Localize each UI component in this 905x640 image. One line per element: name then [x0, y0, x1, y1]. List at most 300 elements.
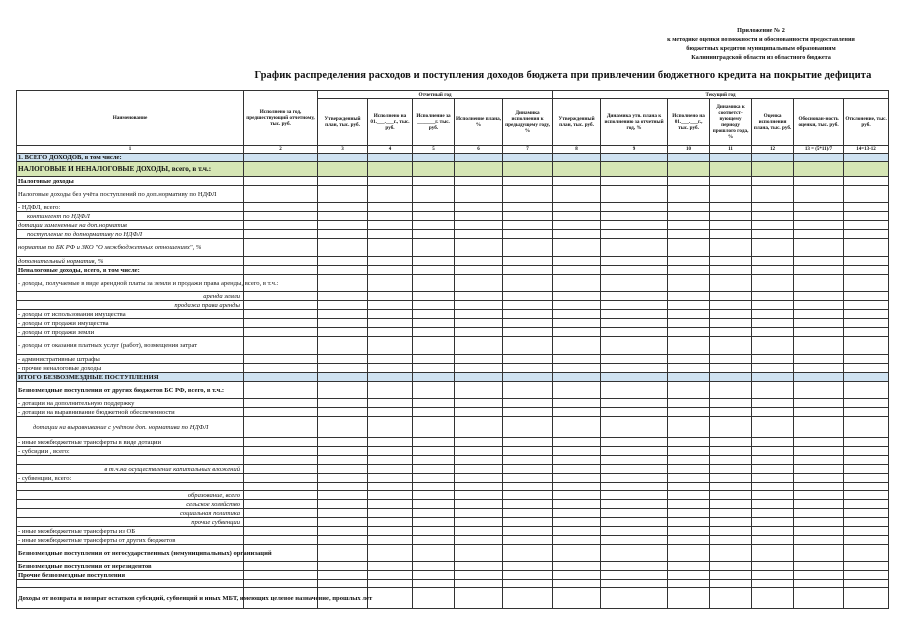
value-cell[interactable] — [601, 588, 668, 609]
value-cell[interactable] — [710, 474, 752, 483]
value-cell[interactable] — [844, 545, 889, 562]
value-cell[interactable] — [794, 399, 844, 408]
value-cell[interactable] — [413, 328, 455, 337]
value-cell[interactable] — [794, 382, 844, 399]
value-cell[interactable] — [413, 447, 455, 456]
value-cell[interactable] — [318, 221, 368, 230]
value-cell[interactable] — [752, 328, 794, 337]
value-cell[interactable] — [244, 474, 318, 483]
value-cell[interactable] — [553, 483, 601, 491]
value-cell[interactable] — [368, 328, 413, 337]
value-cell[interactable] — [601, 509, 668, 518]
value-cell[interactable] — [318, 203, 368, 212]
value-cell[interactable] — [668, 221, 710, 230]
value-cell[interactable] — [503, 562, 553, 571]
value-cell[interactable] — [553, 491, 601, 500]
value-cell[interactable] — [553, 509, 601, 518]
value-cell[interactable] — [844, 465, 889, 474]
value-cell[interactable] — [368, 588, 413, 609]
value-cell[interactable] — [368, 364, 413, 373]
value-cell[interactable] — [455, 373, 503, 382]
value-cell[interactable] — [844, 154, 889, 162]
value-cell[interactable] — [413, 571, 455, 580]
value-cell[interactable] — [244, 500, 318, 509]
value-cell[interactable] — [668, 301, 710, 310]
value-cell[interactable] — [318, 491, 368, 500]
value-cell[interactable] — [844, 438, 889, 447]
value-cell[interactable] — [368, 186, 413, 203]
value-cell[interactable] — [794, 275, 844, 292]
value-cell[interactable] — [455, 203, 503, 212]
value-cell[interactable] — [601, 500, 668, 509]
value-cell[interactable] — [752, 177, 794, 186]
value-cell[interactable] — [710, 221, 752, 230]
value-cell[interactable] — [455, 527, 503, 536]
value-cell[interactable] — [844, 221, 889, 230]
value-cell[interactable] — [244, 355, 318, 364]
value-cell[interactable] — [553, 580, 601, 588]
value-cell[interactable] — [710, 580, 752, 588]
value-cell[interactable] — [710, 491, 752, 500]
value-cell[interactable] — [752, 275, 794, 292]
value-cell[interactable] — [710, 292, 752, 301]
value-cell[interactable] — [244, 328, 318, 337]
value-cell[interactable] — [553, 337, 601, 355]
value-cell[interactable] — [503, 364, 553, 373]
value-cell[interactable] — [413, 545, 455, 562]
value-cell[interactable] — [244, 447, 318, 456]
value-cell[interactable] — [553, 373, 601, 382]
value-cell[interactable] — [752, 408, 794, 417]
value-cell[interactable] — [368, 162, 413, 177]
value-cell[interactable] — [668, 580, 710, 588]
value-cell[interactable] — [503, 275, 553, 292]
value-cell[interactable] — [368, 257, 413, 266]
value-cell[interactable] — [794, 292, 844, 301]
value-cell[interactable] — [752, 456, 794, 465]
value-cell[interactable] — [503, 310, 553, 319]
value-cell[interactable] — [368, 319, 413, 328]
value-cell[interactable] — [752, 417, 794, 438]
value-cell[interactable] — [710, 382, 752, 399]
value-cell[interactable] — [553, 536, 601, 545]
value-cell[interactable] — [553, 518, 601, 527]
value-cell[interactable] — [503, 257, 553, 266]
value-cell[interactable] — [503, 509, 553, 518]
value-cell[interactable] — [601, 230, 668, 239]
value-cell[interactable] — [368, 509, 413, 518]
value-cell[interactable] — [553, 186, 601, 203]
value-cell[interactable] — [455, 364, 503, 373]
value-cell[interactable] — [668, 328, 710, 337]
value-cell[interactable] — [413, 562, 455, 571]
value-cell[interactable] — [668, 162, 710, 177]
value-cell[interactable] — [668, 203, 710, 212]
value-cell[interactable] — [553, 275, 601, 292]
value-cell[interactable] — [413, 275, 455, 292]
value-cell[interactable] — [794, 500, 844, 509]
value-cell[interactable] — [794, 212, 844, 221]
value-cell[interactable] — [844, 456, 889, 465]
value-cell[interactable] — [503, 177, 553, 186]
value-cell[interactable] — [503, 328, 553, 337]
value-cell[interactable] — [601, 399, 668, 408]
value-cell[interactable] — [503, 212, 553, 221]
value-cell[interactable] — [794, 364, 844, 373]
value-cell[interactable] — [668, 355, 710, 364]
value-cell[interactable] — [844, 203, 889, 212]
value-cell[interactable] — [503, 447, 553, 456]
value-cell[interactable] — [244, 417, 318, 438]
value-cell[interactable] — [553, 562, 601, 571]
value-cell[interactable] — [752, 536, 794, 545]
value-cell[interactable] — [601, 257, 668, 266]
value-cell[interactable] — [503, 545, 553, 562]
value-cell[interactable] — [710, 447, 752, 456]
value-cell[interactable] — [553, 456, 601, 465]
value-cell[interactable] — [455, 154, 503, 162]
value-cell[interactable] — [368, 292, 413, 301]
value-cell[interactable] — [244, 266, 318, 275]
value-cell[interactable] — [752, 266, 794, 275]
value-cell[interactable] — [601, 474, 668, 483]
value-cell[interactable] — [794, 177, 844, 186]
value-cell[interactable] — [553, 292, 601, 301]
value-cell[interactable] — [752, 310, 794, 319]
value-cell[interactable] — [601, 292, 668, 301]
value-cell[interactable] — [413, 536, 455, 545]
value-cell[interactable] — [794, 230, 844, 239]
value-cell[interactable] — [244, 518, 318, 527]
value-cell[interactable] — [455, 509, 503, 518]
value-cell[interactable] — [710, 154, 752, 162]
value-cell[interactable] — [752, 162, 794, 177]
value-cell[interactable] — [752, 527, 794, 536]
value-cell[interactable] — [710, 483, 752, 491]
value-cell[interactable] — [244, 177, 318, 186]
value-cell[interactable] — [553, 447, 601, 456]
value-cell[interactable] — [455, 162, 503, 177]
value-cell[interactable] — [752, 382, 794, 399]
value-cell[interactable] — [794, 239, 844, 257]
value-cell[interactable] — [794, 491, 844, 500]
value-cell[interactable] — [553, 399, 601, 408]
value-cell[interactable] — [244, 319, 318, 328]
value-cell[interactable] — [794, 301, 844, 310]
value-cell[interactable] — [710, 230, 752, 239]
value-cell[interactable] — [710, 588, 752, 609]
value-cell[interactable] — [413, 292, 455, 301]
value-cell[interactable] — [668, 408, 710, 417]
value-cell[interactable] — [844, 355, 889, 364]
value-cell[interactable] — [752, 500, 794, 509]
value-cell[interactable] — [503, 483, 553, 491]
value-cell[interactable] — [368, 212, 413, 221]
value-cell[interactable] — [553, 257, 601, 266]
value-cell[interactable] — [244, 212, 318, 221]
value-cell[interactable] — [368, 203, 413, 212]
value-cell[interactable] — [455, 239, 503, 257]
value-cell[interactable] — [794, 447, 844, 456]
value-cell[interactable] — [413, 239, 455, 257]
value-cell[interactable] — [601, 456, 668, 465]
value-cell[interactable] — [413, 518, 455, 527]
value-cell[interactable] — [668, 212, 710, 221]
value-cell[interactable] — [844, 580, 889, 588]
value-cell[interactable] — [794, 373, 844, 382]
value-cell[interactable] — [318, 364, 368, 373]
value-cell[interactable] — [710, 373, 752, 382]
value-cell[interactable] — [318, 382, 368, 399]
value-cell[interactable] — [244, 483, 318, 491]
value-cell[interactable] — [553, 588, 601, 609]
value-cell[interactable] — [503, 203, 553, 212]
value-cell[interactable] — [244, 408, 318, 417]
value-cell[interactable] — [368, 408, 413, 417]
value-cell[interactable] — [318, 456, 368, 465]
value-cell[interactable] — [601, 518, 668, 527]
value-cell[interactable] — [244, 399, 318, 408]
value-cell[interactable] — [710, 266, 752, 275]
value-cell[interactable] — [668, 438, 710, 447]
value-cell[interactable] — [244, 203, 318, 212]
value-cell[interactable] — [368, 221, 413, 230]
value-cell[interactable] — [794, 310, 844, 319]
value-cell[interactable] — [368, 382, 413, 399]
value-cell[interactable] — [844, 562, 889, 571]
value-cell[interactable] — [244, 509, 318, 518]
value-cell[interactable] — [318, 483, 368, 491]
value-cell[interactable] — [710, 500, 752, 509]
value-cell[interactable] — [413, 203, 455, 212]
value-cell[interactable] — [710, 162, 752, 177]
value-cell[interactable] — [413, 580, 455, 588]
value-cell[interactable] — [710, 177, 752, 186]
value-cell[interactable] — [668, 230, 710, 239]
value-cell[interactable] — [794, 408, 844, 417]
value-cell[interactable] — [553, 545, 601, 562]
value-cell[interactable] — [710, 509, 752, 518]
value-cell[interactable] — [668, 518, 710, 527]
value-cell[interactable] — [455, 518, 503, 527]
value-cell[interactable] — [794, 355, 844, 364]
value-cell[interactable] — [752, 154, 794, 162]
value-cell[interactable] — [710, 456, 752, 465]
value-cell[interactable] — [668, 310, 710, 319]
value-cell[interactable] — [710, 310, 752, 319]
value-cell[interactable] — [368, 230, 413, 239]
value-cell[interactable] — [455, 257, 503, 266]
value-cell[interactable] — [844, 447, 889, 456]
value-cell[interactable] — [844, 257, 889, 266]
value-cell[interactable] — [413, 438, 455, 447]
value-cell[interactable] — [668, 483, 710, 491]
value-cell[interactable] — [794, 536, 844, 545]
value-cell[interactable] — [752, 292, 794, 301]
value-cell[interactable] — [368, 310, 413, 319]
value-cell[interactable] — [503, 355, 553, 364]
value-cell[interactable] — [601, 364, 668, 373]
value-cell[interactable] — [244, 301, 318, 310]
value-cell[interactable] — [368, 527, 413, 536]
value-cell[interactable] — [368, 536, 413, 545]
value-cell[interactable] — [244, 373, 318, 382]
value-cell[interactable] — [710, 337, 752, 355]
value-cell[interactable] — [318, 310, 368, 319]
value-cell[interactable] — [601, 221, 668, 230]
value-cell[interactable] — [601, 438, 668, 447]
value-cell[interactable] — [413, 221, 455, 230]
value-cell[interactable] — [752, 399, 794, 408]
value-cell[interactable] — [455, 438, 503, 447]
value-cell[interactable] — [553, 212, 601, 221]
value-cell[interactable] — [794, 509, 844, 518]
value-cell[interactable] — [368, 154, 413, 162]
value-cell[interactable] — [455, 465, 503, 474]
value-cell[interactable] — [455, 301, 503, 310]
value-cell[interactable] — [601, 483, 668, 491]
value-cell[interactable] — [844, 230, 889, 239]
value-cell[interactable] — [368, 239, 413, 257]
value-cell[interactable] — [503, 588, 553, 609]
value-cell[interactable] — [752, 545, 794, 562]
value-cell[interactable] — [668, 536, 710, 545]
value-cell[interactable] — [553, 162, 601, 177]
value-cell[interactable] — [794, 474, 844, 483]
value-cell[interactable] — [244, 186, 318, 203]
value-cell[interactable] — [455, 456, 503, 465]
value-cell[interactable] — [794, 337, 844, 355]
value-cell[interactable] — [368, 399, 413, 408]
value-cell[interactable] — [710, 186, 752, 203]
value-cell[interactable] — [413, 527, 455, 536]
value-cell[interactable] — [601, 465, 668, 474]
value-cell[interactable] — [752, 438, 794, 447]
value-cell[interactable] — [668, 588, 710, 609]
value-cell[interactable] — [244, 239, 318, 257]
value-cell[interactable] — [710, 518, 752, 527]
value-cell[interactable] — [794, 562, 844, 571]
value-cell[interactable] — [244, 292, 318, 301]
value-cell[interactable] — [601, 562, 668, 571]
value-cell[interactable] — [710, 465, 752, 474]
value-cell[interactable] — [710, 364, 752, 373]
value-cell[interactable] — [752, 364, 794, 373]
value-cell[interactable] — [601, 545, 668, 562]
value-cell[interactable] — [318, 337, 368, 355]
value-cell[interactable] — [844, 382, 889, 399]
value-cell[interactable] — [318, 292, 368, 301]
value-cell[interactable] — [413, 456, 455, 465]
value-cell[interactable] — [752, 373, 794, 382]
value-cell[interactable] — [455, 186, 503, 203]
value-cell[interactable] — [668, 337, 710, 355]
value-cell[interactable] — [413, 230, 455, 239]
value-cell[interactable] — [844, 186, 889, 203]
value-cell[interactable] — [413, 162, 455, 177]
value-cell[interactable] — [368, 545, 413, 562]
value-cell[interactable] — [503, 382, 553, 399]
value-cell[interactable] — [844, 319, 889, 328]
value-cell[interactable] — [844, 417, 889, 438]
value-cell[interactable] — [794, 483, 844, 491]
value-cell[interactable] — [553, 310, 601, 319]
value-cell[interactable] — [601, 373, 668, 382]
value-cell[interactable] — [710, 239, 752, 257]
value-cell[interactable] — [455, 536, 503, 545]
value-cell[interactable] — [318, 545, 368, 562]
value-cell[interactable] — [710, 319, 752, 328]
value-cell[interactable] — [844, 292, 889, 301]
value-cell[interactable] — [601, 275, 668, 292]
value-cell[interactable] — [710, 438, 752, 447]
value-cell[interactable] — [368, 562, 413, 571]
value-cell[interactable] — [455, 588, 503, 609]
value-cell[interactable] — [601, 301, 668, 310]
value-cell[interactable] — [318, 239, 368, 257]
value-cell[interactable] — [318, 301, 368, 310]
value-cell[interactable] — [455, 474, 503, 483]
value-cell[interactable] — [455, 221, 503, 230]
value-cell[interactable] — [752, 212, 794, 221]
value-cell[interactable] — [318, 355, 368, 364]
value-cell[interactable] — [710, 275, 752, 292]
value-cell[interactable] — [844, 500, 889, 509]
value-cell[interactable] — [794, 328, 844, 337]
value-cell[interactable] — [455, 562, 503, 571]
value-cell[interactable] — [318, 518, 368, 527]
value-cell[interactable] — [844, 571, 889, 580]
value-cell[interactable] — [553, 328, 601, 337]
value-cell[interactable] — [844, 408, 889, 417]
value-cell[interactable] — [794, 545, 844, 562]
value-cell[interactable] — [668, 154, 710, 162]
value-cell[interactable] — [844, 212, 889, 221]
value-cell[interactable] — [503, 154, 553, 162]
value-cell[interactable] — [752, 483, 794, 491]
value-cell[interactable] — [601, 310, 668, 319]
value-cell[interactable] — [553, 382, 601, 399]
value-cell[interactable] — [752, 518, 794, 527]
value-cell[interactable] — [794, 588, 844, 609]
value-cell[interactable] — [553, 527, 601, 536]
value-cell[interactable] — [244, 491, 318, 500]
value-cell[interactable] — [844, 177, 889, 186]
value-cell[interactable] — [668, 417, 710, 438]
value-cell[interactable] — [318, 373, 368, 382]
value-cell[interactable] — [368, 580, 413, 588]
value-cell[interactable] — [710, 545, 752, 562]
value-cell[interactable] — [844, 310, 889, 319]
value-cell[interactable] — [752, 491, 794, 500]
value-cell[interactable] — [368, 301, 413, 310]
value-cell[interactable] — [503, 438, 553, 447]
value-cell[interactable] — [503, 408, 553, 417]
value-cell[interactable] — [794, 186, 844, 203]
value-cell[interactable] — [368, 177, 413, 186]
value-cell[interactable] — [413, 483, 455, 491]
value-cell[interactable] — [368, 417, 413, 438]
value-cell[interactable] — [318, 154, 368, 162]
value-cell[interactable] — [553, 465, 601, 474]
value-cell[interactable] — [794, 465, 844, 474]
value-cell[interactable] — [503, 399, 553, 408]
value-cell[interactable] — [413, 257, 455, 266]
value-cell[interactable] — [668, 364, 710, 373]
value-cell[interactable] — [668, 373, 710, 382]
value-cell[interactable] — [710, 571, 752, 580]
value-cell[interactable] — [503, 465, 553, 474]
